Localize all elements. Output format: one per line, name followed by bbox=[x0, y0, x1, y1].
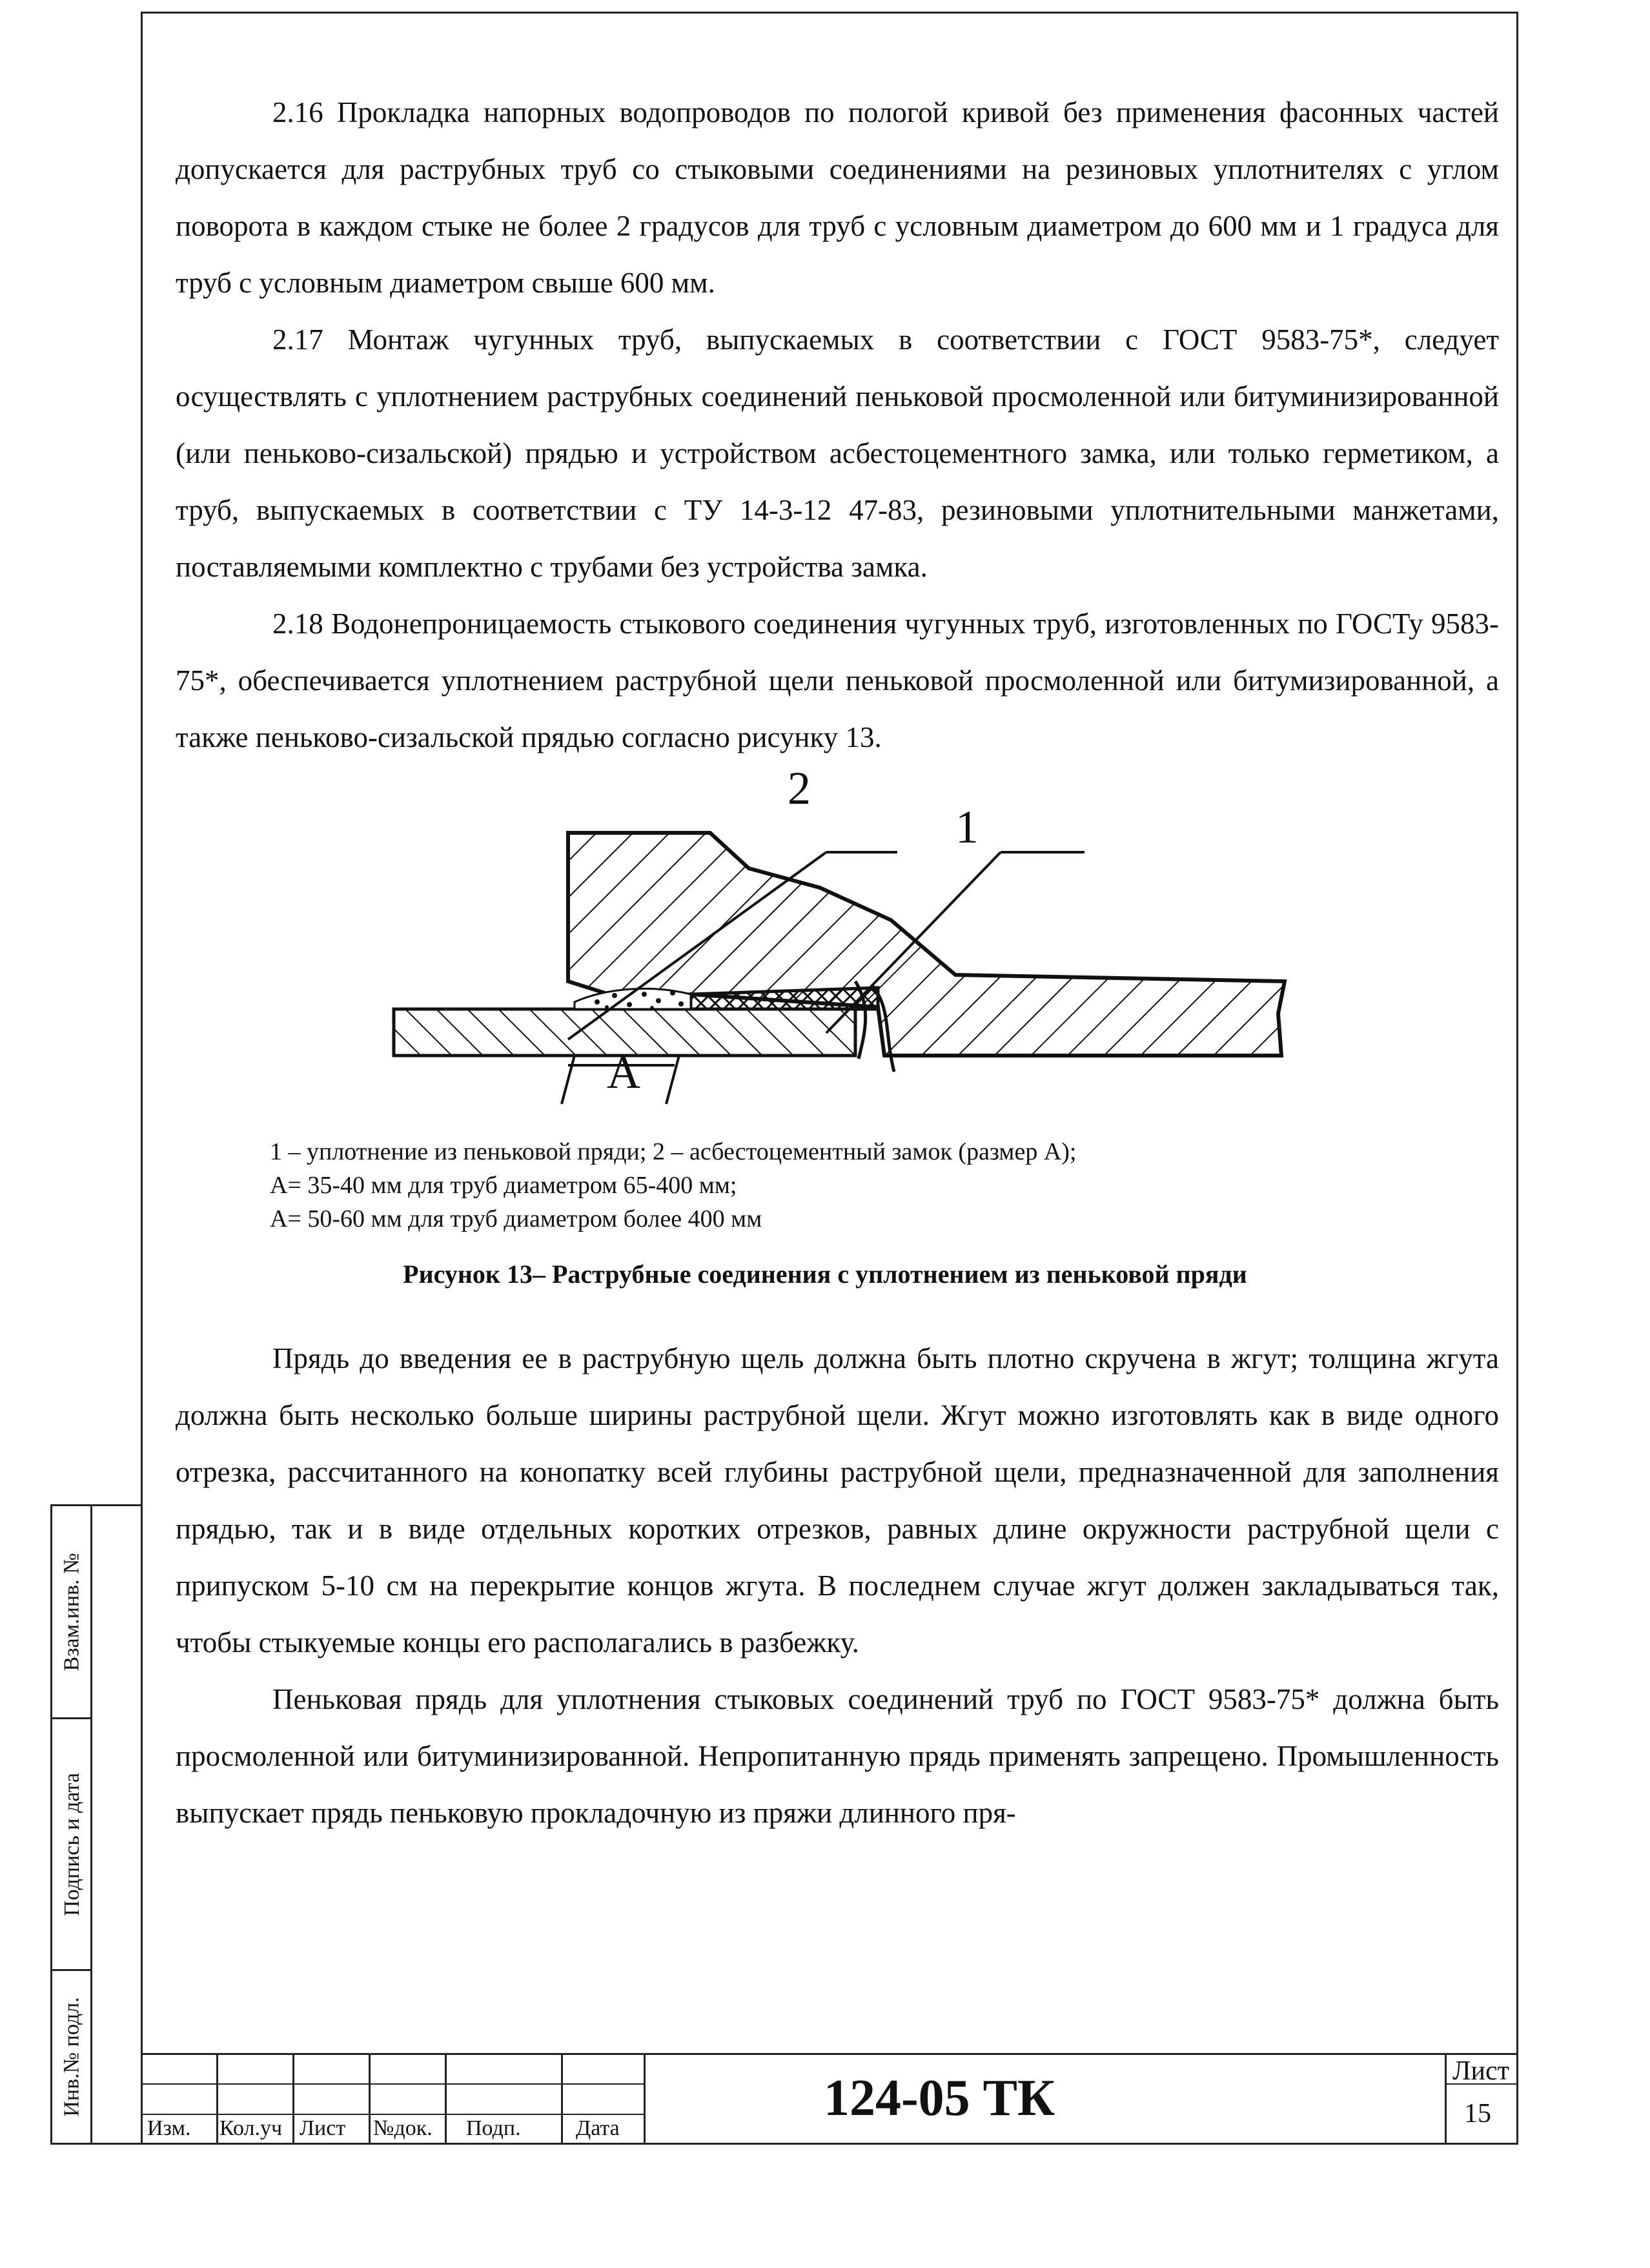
vzam-label: Взам.инв. № bbox=[60, 1552, 85, 1671]
tb-col-list bbox=[294, 2053, 371, 2145]
note-1: 1 – уплотнение из пеньковой пряди; 2 – асбестоцементный замок (размер А); bbox=[270, 1138, 1077, 1165]
side-cell-inv bbox=[52, 1971, 92, 2143]
text-bottom bbox=[176, 1330, 1499, 1841]
col-data: Дата bbox=[576, 2116, 620, 2140]
document-code: 124-05 ТК bbox=[823, 2070, 1055, 2127]
inv-label: Инв.№ подл. bbox=[60, 1997, 85, 2117]
joint-drawing bbox=[374, 762, 1291, 1123]
label-2: 2 bbox=[788, 762, 811, 814]
col-ndok: №док. bbox=[373, 2116, 433, 2140]
side-cell-podpis bbox=[52, 1719, 92, 1971]
paragraph-2-18: 2.18 Водонепроницаемость стыкового соединения чугунных труб, изготовленных по ГОСТу 9583-75*, обеспечивается уплотнением раструбной щели пеньковой просмоленной или битумизированной, а также пеньково-сизальской прядью согласно рисунку 13. bbox=[176, 608, 1499, 753]
paragraph-2-17: 2.17 Монтаж чугунных труб, выпускаемых в соответствии с ГОСТ 9583-75*, следует осуществлять с уплотнением раструбных соединений пеньковой просмоленной или битуминизированной (или пеньково-сизальской) прядью и устройством асбестоцементного замка, или только герметиком, а труб, выпускаемых в соответствии с ТУ 14-3-12 47-83, резиновыми уплотнительными манжетами, поставляемыми комплектно с трубами без устройства замка. bbox=[176, 323, 1499, 583]
tb-col-izm bbox=[141, 2053, 218, 2145]
tb-col-ndok bbox=[371, 2053, 447, 2145]
side-stamp bbox=[50, 1504, 141, 2145]
tb-col-kolyuch bbox=[218, 2053, 294, 2145]
col-list: Лист bbox=[300, 2116, 346, 2140]
label-a: А bbox=[607, 1047, 640, 1098]
col-podp: Подп. bbox=[466, 2116, 521, 2140]
figure-caption: Рисунок 13– Раструбные соединения с уплотнением из пеньковой пряди bbox=[403, 1260, 1247, 1289]
podpis-label: Подпись и дата bbox=[60, 1772, 84, 1916]
note-3: А= 50-60 мм для труб диаметром более 400 мм bbox=[270, 1205, 762, 1232]
paragraph-strand: Прядь до введения ее в раструбную щель должна быть плотно скручена в жгут; толщина жгута должна быть несколько больше ширины раструбной щели. Жгут можно изготовлять как в виде одного отрезка, рассчитанного на конопатку всей глубины раструбной щели, предназначенной для заполнения прядью, так и в виде отдельных коротких отрезков, равных длине окружности раструбной щели с припуском 5-10 см на перекрытие концов жгута. В последнем случае жгут должен закладываться так, чтобы стыкуемые концы его располагались в разбежку. bbox=[176, 1342, 1499, 1659]
col-kolyuch: Кол.уч bbox=[219, 2116, 283, 2140]
note-2: А= 35-40 мм для труб диаметром 65-400 мм; bbox=[270, 1172, 737, 1199]
col-izm: Изм. bbox=[147, 2116, 191, 2140]
figure-notes bbox=[270, 1135, 1076, 1236]
text-top bbox=[176, 84, 1499, 766]
label-1: 1 bbox=[955, 801, 979, 853]
paragraph-hemp: Пеньковая прядь для уплотнения стыковых соединений труб по ГОСТ 9583-75* должна быть просмоленной или битуминизированной. Непропитанную прядь применять запрещено. Промышленность выпускает прядь пеньковую прокладочную из пряжи длинного пря- bbox=[176, 1683, 1499, 1829]
tb-top-line bbox=[646, 2053, 1445, 2055]
paragraph-2-16: 2.16 Прокладка напорных водопроводов по пологой кривой без применения фасонных частей допускается для раструбных труб со стыковыми соединениями на резиновых уплотнителях с углом поворота в каждом стыке не более 2 градусов для труб с условным диаметром до 600 мм и 1 градуса для труб с условным диаметром свыше 600 мм. bbox=[176, 96, 1499, 299]
figure-13 bbox=[374, 762, 1291, 1123]
sheet-label: Лист bbox=[1452, 2056, 1509, 2086]
side-stamp-column bbox=[52, 1506, 92, 2143]
side-cell-vzam bbox=[52, 1506, 92, 1719]
sheet-number: 15 bbox=[1464, 2099, 1491, 2129]
